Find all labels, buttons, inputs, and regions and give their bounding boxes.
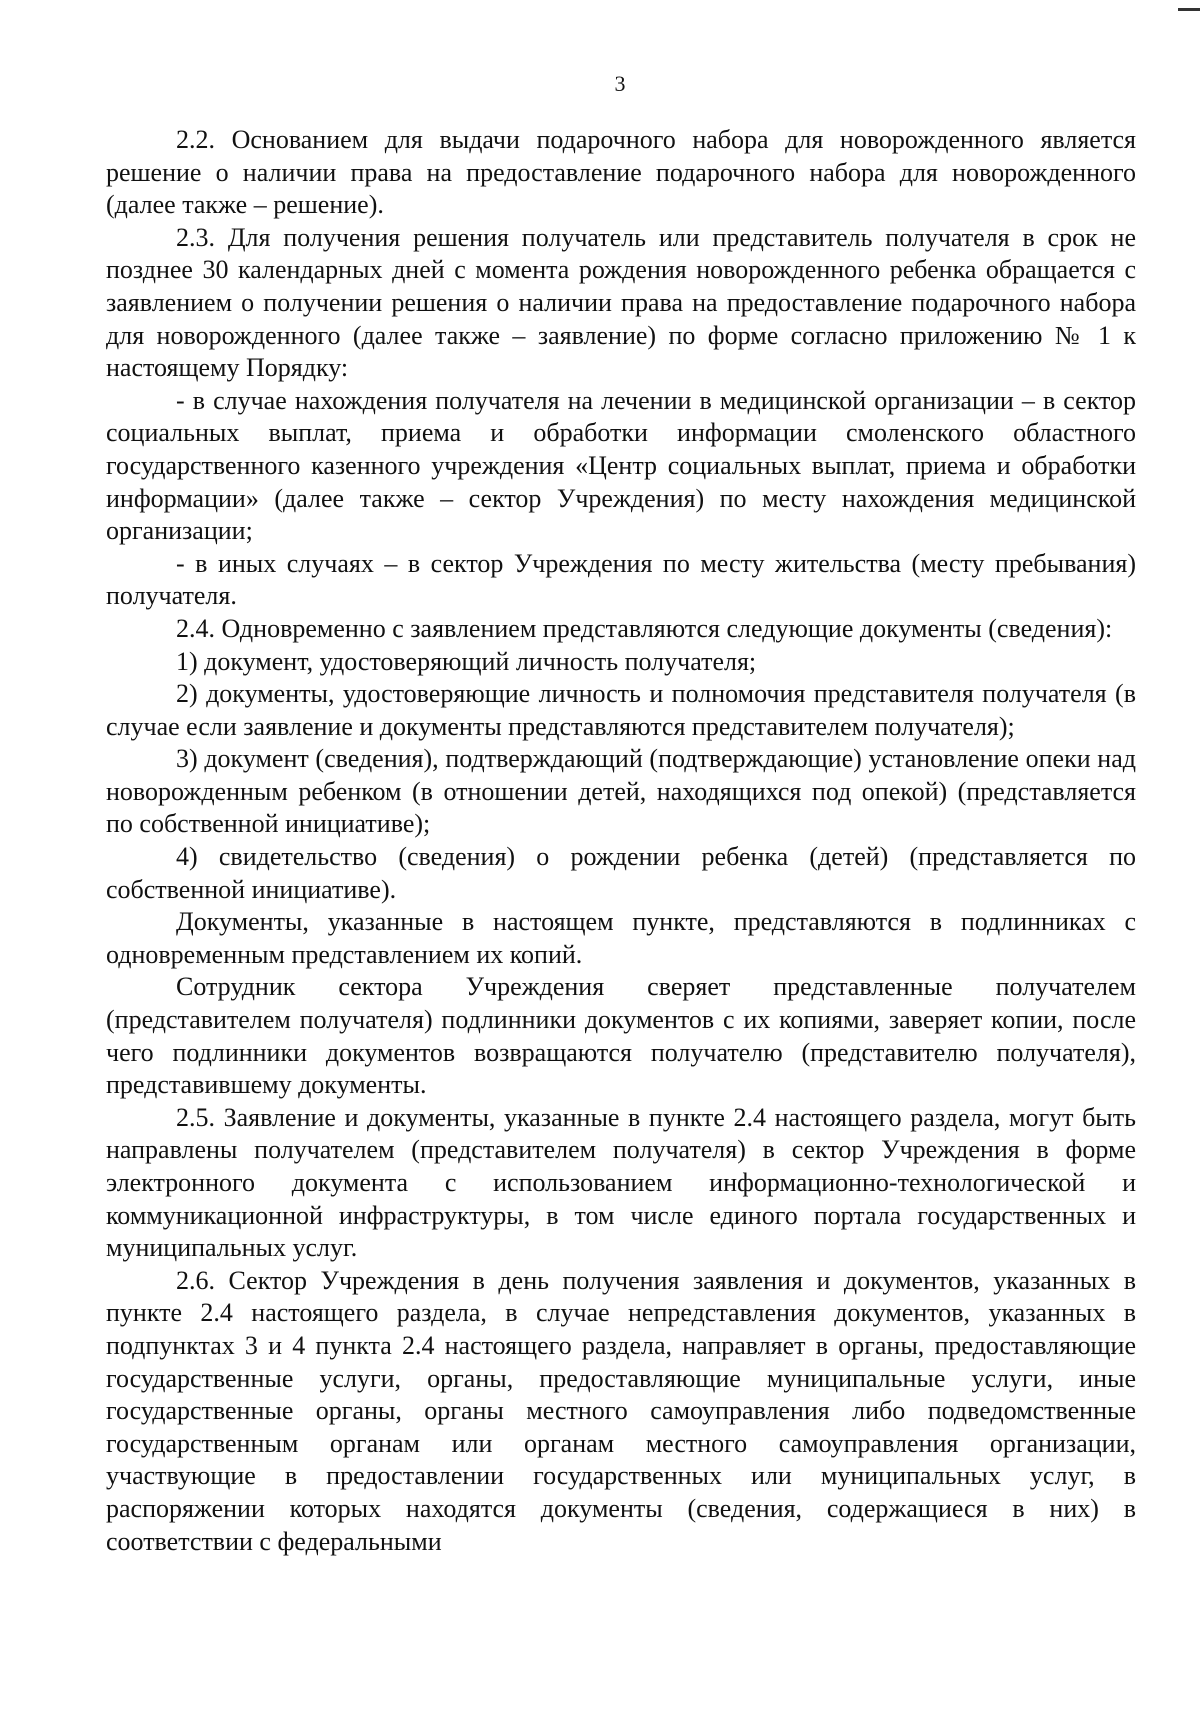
paragraph-2-4: 2.4. Одновременно с заявлением представляются следующие документы (сведения):	[176, 613, 1113, 643]
list-item-3: 3) документ (сведения), подтверждающий (подтверждающие) установление опеки над новорожденным ребенком (в отношении детей, находящихся под опекой) (представляется по собственной инициативе);	[106, 744, 1136, 839]
page-number: 3	[614, 71, 626, 96]
paragraph-2-6: 2.6. Сектор Учреждения в день получения заявления и документов, указанных в пункте 2.4 настоящего раздела, в случае непредставления документов, указанных в подпунктах 3 и 4 пункта 2.4 настоящего раздела, направляет в органы, предоставляющие государственные услуги, органы, предоставляющие муниципальные услуги, иные государственные органы, органы местного самоуправления либо подведомственные государственным органам или органам местного самоуправления организации, участвующие в предоставлении государственных или муниципальных услуг, в распоряжении которых находятся документы (сведения, содержащиеся в них) в соответствии с федеральными	[106, 1265, 1136, 1556]
paragraph-originals-copies: Документы, указанные в настоящем пункте, представляются в подлинниках с одновременным представлением их копий.	[106, 907, 1136, 969]
scan-edge-mark	[1178, 8, 1200, 11]
paragraph-2-5: 2.5. Заявление и документы, указанные в пункте 2.4 настоящего раздела, могут быть направлены получателем (представителем получателя) в сектор Учреждения в форме электронного документа с использованием информационно-технологической и коммуникационной инфраструктуры, в том числе единого портала государственных и муниципальных услуг.	[106, 1102, 1136, 1263]
document-body	[106, 124, 1136, 1558]
list-item-4: 4) свидетельство (сведения) о рождении ребенка (детей) (представляется по собственной инициативе).	[106, 842, 1136, 904]
paragraph-2-2: 2.2. Основанием для выдачи подарочного набора для новорожденного является решение о наличии права на предоставление подарочного набора для новорожденного (далее также – решение).	[106, 125, 1136, 220]
paragraph-employee-verification: Сотрудник сектора Учреждения сверяет представленные получателем (представителем получателя) подлинники документов с их копиями, заверяет копии, после чего подлинники документов возвращаются получателю (представителю получателя), представившему документы.	[106, 972, 1136, 1100]
list-item-medical-organization: - в случае нахождения получателя на лечении в медицинской организации – в сектор социальных выплат, приема и обработки информации смоленского областного государственного казенного учреждения «Центр социальных выплат, приема и обработки информации» (далее также – сектор Учреждения) по месту нахождения медицинской организации;	[106, 385, 1136, 546]
paragraph-2-3: 2.3. Для получения решения получатель или представитель получателя в срок не позднее 30 календарных дней с момента рождения новорожденного ребенка обращается с заявлением о получении решения о наличии права на предоставление подарочного набора для новорожденного (далее также – заявление) по форме согласно приложению № 1 к настоящему Порядку:	[106, 222, 1136, 383]
list-item-other-cases: - в иных случаях – в сектор Учреждения по месту жительства (месту пребывания) получателя.	[106, 548, 1136, 611]
list-item-2: 2) документы, удостоверяющие личность и полномочия представителя получателя (в случае если заявление и документы представляются представителем получателя);	[106, 679, 1136, 741]
list-item-1: 1) документ, удостоверяющий личность получателя;	[176, 646, 757, 676]
